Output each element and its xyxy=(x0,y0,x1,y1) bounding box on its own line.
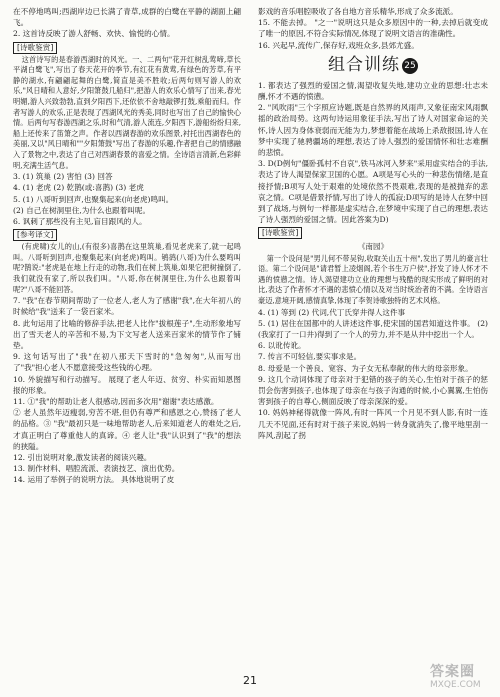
answer-line: 15. 不能去掉。 "之一"说明这只是众多原因中的一种,去掉后就变成了唯一的原因,不符合实际情况,体现了说明文语言的准确性。 xyxy=(258,18,488,39)
poem-title: 《南园》 xyxy=(357,242,389,252)
translation-text: (有虎啸)女儿的山,(有很多)喜鹊在这里筑巢,看见老虎来了,就一起鸣叫。八哥听到回声,也聚集起来(向老虎)鸣叫。鸲鹆(八哥)为什么要鸣叫呢?鹊说:"老虎是在地上行走的动物,我们在树上筑巢,如果它把树撞倒了,我们就没有家了,所以我们叫。"八哥,你在树洞里住,为什么也跟着叫呢?"八哥不能回答。 xyxy=(13,242,241,294)
watermark-bottom: MXQE.COM xyxy=(430,680,481,690)
left-column xyxy=(13,6,241,486)
group-title-text: 组合训练 xyxy=(328,54,400,75)
answer-line: 10. 外貌描写和行动描写。 展现了老人年迈、贫穷、朴实而知恩图报的形象。 xyxy=(13,374,241,395)
answer-line: 1. 都表达了强烈的爱国之情,渴望收复失地,建功立业的思想:壮志未酬,怀才不遇的愤懑。 xyxy=(258,80,488,102)
right-column xyxy=(258,6,488,441)
answer-line: 7. "我"在春节期间帮助了一位老人,老人为了感谢"我",在大年初八的时候给"我"送来了一袋百家米。 xyxy=(13,296,241,317)
intro-line: 2. 这首诗反映了游人舒畅、欢快、愉悦的心情。 xyxy=(13,29,175,39)
answer-line: 5. (1) 八哥听到回声,也聚集起来(向老虎)鸣叫。 xyxy=(13,194,174,204)
answer-line: (2) 自己在树洞里住,为什么也跟着叫呢。 xyxy=(13,205,151,215)
answer-line: 9. 这几个动词体现了母亲对于犯错的孩子的关心,生怕对于孩子的惩罚会伤害到孩子,也体现了母亲在与孩子沟通的时候,小心翼翼,生怕伤害到孩子的自尊心,侧面反映了母亲深深的爱。 xyxy=(258,374,488,407)
answer-line: 5. (1) 居住在国都中的人讲述这件事,使宋国的国君知道这件事。 (2) (我家打了一口井)得到了一个人的劳力,并不是从井中挖出一个人。 xyxy=(258,318,488,340)
section-label-poem: [诗歌鉴赏] xyxy=(13,42,57,54)
answer-line: 4. (1) 等到 (2) 代词,代丁氏穿井得人这件事 xyxy=(258,307,406,317)
group-number-badge: 25 xyxy=(402,58,418,74)
poem-analysis: 这首诗写的是春游西湖时的风光。一、二两句"花开红树乱莺啼,草长平湖白鹭飞",写出了春天花开的季节,有红花有黄莺,有绿色的芳草,有平静的湖水,有翩翩起舞的白鹭,简直是美不胜收;后两句则写游人的欢乐,"风日晴和人意好,夕阳箫鼓几船归",把游人的欢乐心情写了出来,春光明媚,游人兴致勃勃,直到夕阳西下,还依依不舍地敲锣打鼓,乘船而归。作者写游人的欢乐,正是表现了西湖风光的秀美,同时也写出了自己的愉快心情。后两句写春游西湖之乐,时和气清,游人流连,夕阳西下,游船纷纷归来,船上还传来了笛箫之声。作者以西湖春游的欢乐图景,衬托出西湖春色的美丽,又以"风日晴和""夕阳箫鼓"写出了春游的乐趣,作者把自己的情感融入了景物之中,表达了自己对西湖春景的喜爱之情。全诗语言清新,色彩鲜明,充满生活气息。 xyxy=(13,54,241,170)
answer-line: 6. 讽刺了那些没有主见,盲目跟风的人。 xyxy=(13,216,147,226)
watermark-top: 答案圈 xyxy=(430,664,475,680)
answer-line: 14. 运用了举例子的说明方法。 具体地说明了皮 xyxy=(13,475,175,485)
answer-line: 13. 制作材料、唱腔流派、表演技艺、演出优势。 xyxy=(13,464,180,474)
page-number: 21 xyxy=(243,674,257,687)
answer-line: 8. 母爱是一个善良、宽容、为子女无私奉献的伟大的母亲形象。 xyxy=(258,363,473,373)
intro-line: 在不停地鸣叫;西湖岸边已长满了青草,成群的白鹭在平静的湖面上翩飞。 xyxy=(13,7,241,28)
answer-line: 12. 引出说明对象,激发读者的阅读兴趣。 xyxy=(13,452,152,462)
answer-line: ② 老人虽然年迈瘦弱,穷苦不堪,但仍有尊严和感恩之心,赞扬了老人的品格。③ "我"最初只是一味地帮助老人,后来知道老人的难处之后,才真正明白了尊重他人的真谛。④ 老人让"我"认识到了"我"的想法的狭隘。 xyxy=(13,408,241,451)
section-label-translation: [参考译文] xyxy=(13,229,57,241)
answer-line: 3. D(D例句"僵卧孤村不自哀",铁马冰河入梦来"采用虚实结合的手法,表达了诗人渴望保家卫国的心愿。A项是写心头的一种悲伤情绪,是直接抒情;B项写人处于艰难的处境依然不畏艰难,表现的是被抛弃的悲哀之情。C项是借景抒情,写出了诗人的孤寂;D项写的是诗人在梦中回到了战场,与例句一样都是虚实结合,在梦境中实现了自己的理想,表达了诗人强烈的爱国之情。因此答案为D) xyxy=(258,159,488,225)
answer-line: 影戏的音乐唱腔吸收了各自地方音乐精华,形成了众多流派。 xyxy=(258,7,458,16)
answer-line: 11. ①"我"的帮助让老人很感动,因而多次用"谢谢"表达感激。 xyxy=(13,396,219,406)
answer-line: 6. 以讹传讹。 xyxy=(258,341,306,351)
watermark-logo xyxy=(430,664,496,694)
answer-line: 4. (1) 老虎 (2) 乾鹊(或:喜鹊) (3) 老虎 xyxy=(13,183,144,193)
answer-line: 16. 兴起早,流传广,保存好,戏班众多,县郊尤盛。 xyxy=(258,40,419,50)
answer-line: 8. 此句运用了比喻的修辞手法,把老人比作"拔根莲子",生动形象地写出了雪天老人的辛苦和不易,为下文写老人送来百家米的情节作了铺垫。 xyxy=(13,318,241,350)
answer-line: 3. (1) 筑巢 (2) 害怕 (3) 回答 xyxy=(13,172,113,182)
answer-line: 2. "风吹雨"三个字照应诗题,既是自然界的风雨声,又象征南宋风雨飘摇的政治局势。这两句诗运用象征手法,写出了诗人对国家命运的关怀,诗人因为身体衰弱而无能为力,梦想着能在战场上杀敌报国,诗人在梦中实现了驰骋疆场的理想,表达了诗人强烈的爱国情怀和壮志难酬的悲愤。 xyxy=(258,103,488,158)
group-title xyxy=(258,54,488,76)
answer-line: 7. 传言不可轻信,要实事求是。 xyxy=(258,352,362,362)
section-label-poem: [诗歌鉴赏] xyxy=(258,227,302,239)
answer-line: 9. 这句话写出了"我"在初八那天下雪时的"急匆匆",从而写出了"我"担心老人不愿意接受这些钱的心理。 xyxy=(13,352,241,373)
poem-analysis: 第一个设问是"男儿何不带吴钩,收取关山五十州",发出了男儿的豪言壮语。第二个设问是"请君暂上凌烟阁,若个书生万户侯",抒发了诗人怀才不遇的愤懑之情。诗人渴望建功立业的理想与残酷的现实形成了鲜明的对比,表达了作者怀才不遇的悲愤心情以及对当时统治者的不满。全诗语言豪迈,意境开阔,感情真挚,体现了李贺诗歌独特的艺术风格。 xyxy=(258,253,488,306)
answer-line: 10. 妈妈神秘得就像一阵风,有时一阵风一个月见不到人影,有时一连几天不见面,还有时对于孩子来说,妈妈一转身就消失了,像平地里刮一阵风,刮起了拐 xyxy=(258,408,488,440)
